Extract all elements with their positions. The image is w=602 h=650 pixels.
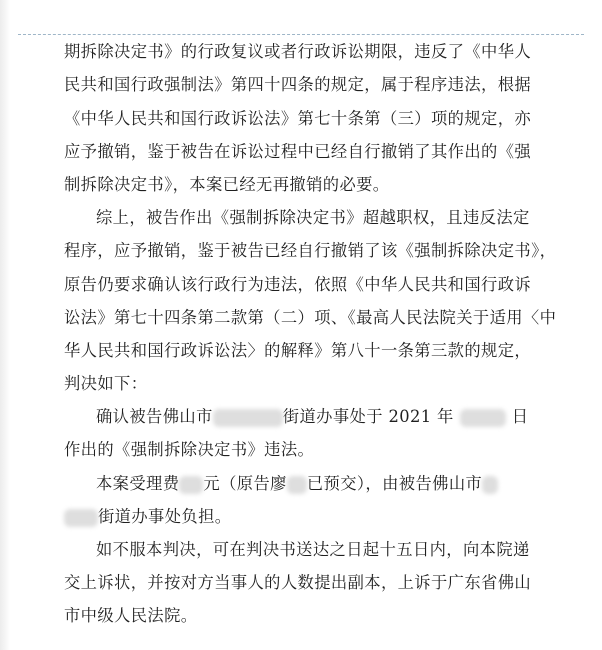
body-line: 原告仍要求确认该行政行为违法，依照《中华人民共和国行政诉 (64, 275, 532, 294)
confirm-text-2: 街道办事处于 2021 年 (282, 407, 454, 426)
redaction (179, 476, 203, 494)
body-line: 期拆除决定书》的行政复议或者行政诉讼期限，违反了《中华人 (64, 42, 532, 61)
body-line: 讼法》第七十四条第二款第（二）项、《最高人民法院关于适用〈中 (64, 308, 557, 327)
fee-text-3: 已预交），由被告佛山市 (306, 474, 483, 493)
confirm-line (96, 407, 528, 427)
fee-text-2: 元（原告廖 (203, 474, 287, 493)
body-line: 市中级人民法院。 (64, 606, 198, 625)
redaction (287, 476, 307, 494)
fee-line-cont (64, 507, 231, 527)
confirm-text-3: 日 (511, 407, 529, 426)
fee-cont-text: 街道办事处负担。 (98, 507, 232, 526)
body-line: 交上诉状，并按对方当事人的人数提出副本，上诉于广东省佛山 (64, 573, 532, 592)
redaction (213, 409, 283, 427)
redaction (460, 409, 506, 427)
confirm-text-1: 确认被告佛山市 (96, 407, 213, 426)
redaction (482, 476, 498, 494)
fee-text-1: 本案受理费 (96, 474, 180, 493)
judgment-heading: 判决如下： (64, 374, 148, 393)
body-line: 民共和国行政强制法》第四十四条的规定，属于程序违法，根据 (64, 75, 532, 94)
fee-line (96, 474, 498, 494)
body-line: 《中华人民共和国行政诉讼法》第七十条第（三）项的规定，亦 (64, 109, 532, 128)
summary-paragraph-start: 综上，被告作出《强制拆除决定书》超越职权，且违反法定 (96, 208, 530, 227)
body-line: 程序，应予撤销，鉴于被告已经自行撤销了该《强制拆除决定书》， (64, 241, 557, 260)
body-line: 制拆除决定书》，本案已经无再撤销的必要。 (64, 175, 390, 194)
body-line: 应予撤销，鉴于被告在诉讼过程中已经自行撤销了其作出的《强 (64, 142, 532, 161)
appeal-paragraph-start: 如不服本判决，可在判决书送达之日起十五日内，向本院递 (96, 540, 530, 559)
body-line: 作出的《强制拆除决定书》违法。 (64, 440, 315, 459)
body-line: 华人民共和国行政诉讼法〉的解释》第八十一条第三款的规定， (64, 341, 532, 360)
redaction (64, 509, 98, 527)
